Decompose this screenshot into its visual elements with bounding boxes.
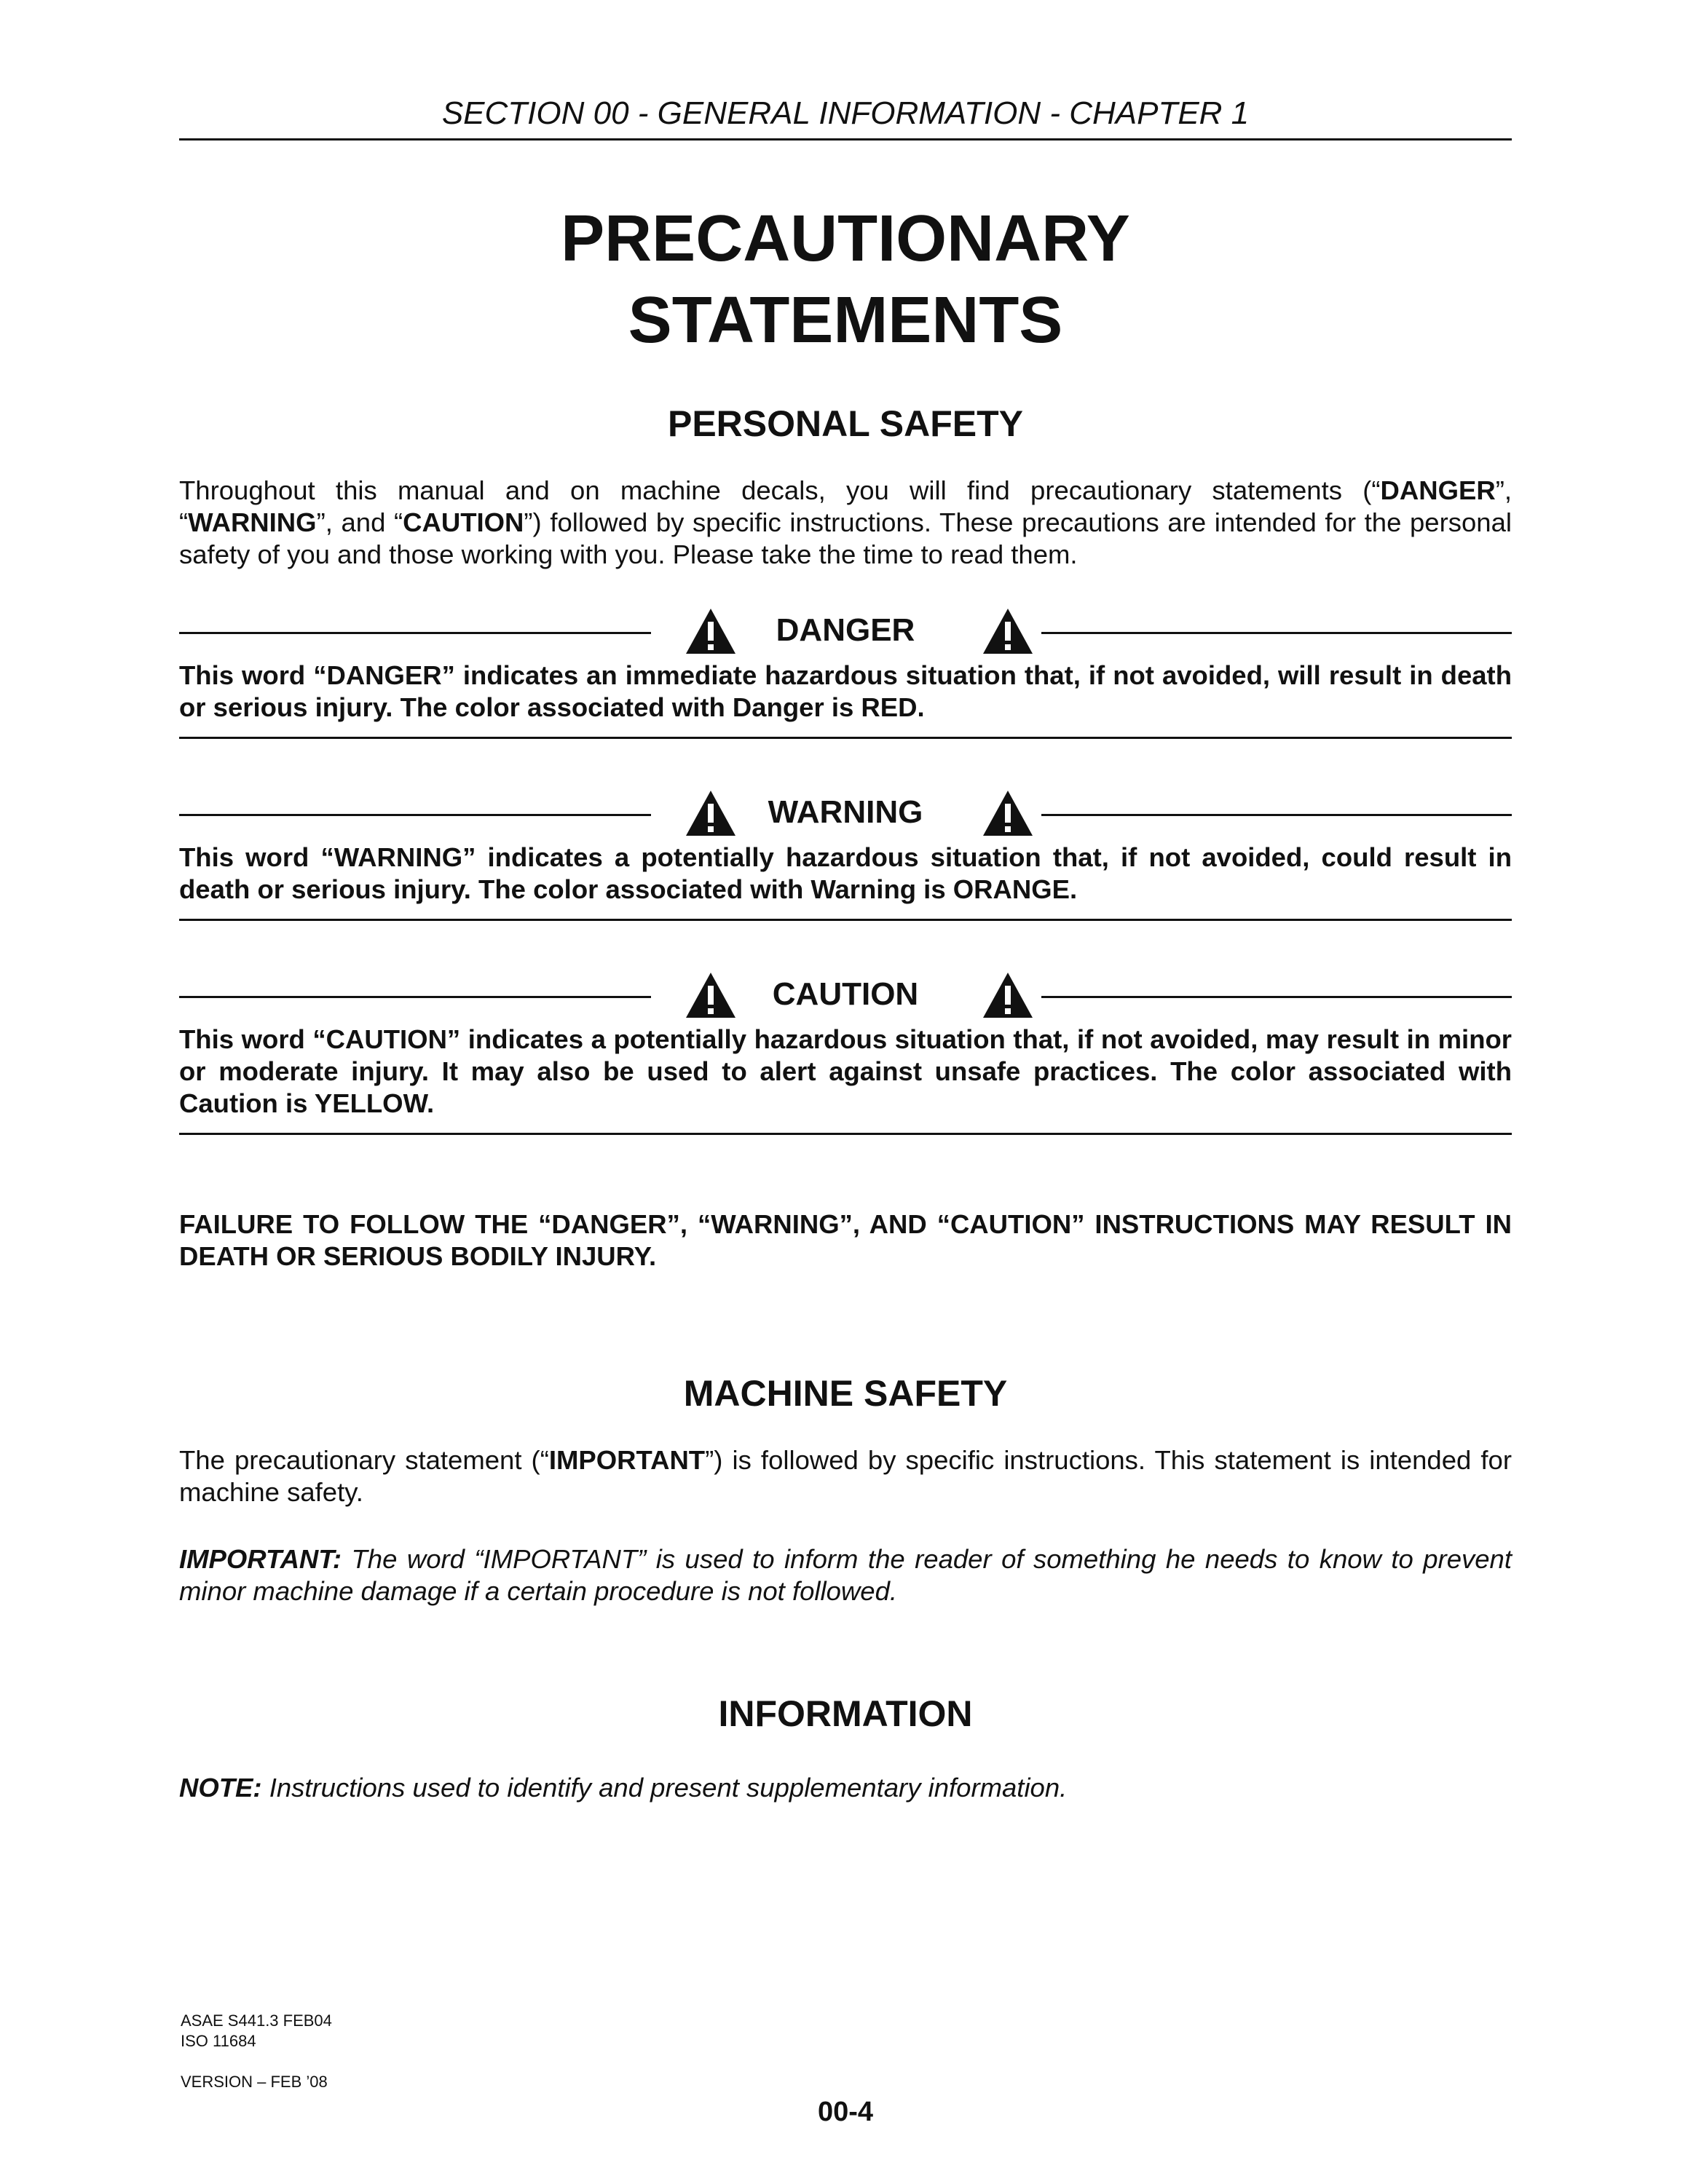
header-rule [179, 138, 1512, 141]
page-number: 00-4 [817, 2097, 874, 2127]
caution-bottom-rule [179, 1133, 1512, 1135]
danger-bottom-rule [179, 737, 1512, 739]
caution-signal-word: CAUTION [772, 976, 919, 1012]
caution-signal-row [179, 971, 1512, 1024]
intro-text-1: Throughout this manual and on machine decals, you will find precautionary statements (“ [179, 475, 1381, 505]
warning-bottom-rule [179, 919, 1512, 921]
warning-signal-word: WARNING [768, 794, 923, 830]
page-title-line-1: PRECAUTIONARY [561, 202, 1130, 275]
page-title-line-2: STATEMENTS [628, 284, 1063, 357]
important-label: IMPORTANT: [179, 1544, 342, 1574]
danger-signal-word: DANGER [776, 612, 915, 648]
personal-safety-heading: PERSONAL SAFETY [667, 403, 1024, 444]
danger-rule-right [1041, 632, 1512, 634]
warning-statement: This word “WARNING” indicates a potentially hazardous situation that, if not avoided, could result in death or serious injury. The color associated with Warning is ORANGE. [179, 842, 1512, 904]
standard-reference-2: ISO 11684 [181, 2032, 256, 2050]
information-heading: INFORMATION [718, 1693, 973, 1734]
warning-triangle-icon [982, 789, 1034, 837]
machine-intro-text-2: ”) is followed by specific instructions. This statement is intended for machine safety. [179, 1445, 1512, 1507]
intro-text-4: ”) followed by specific instructions. These precautions are intended for the personal safety of you and those working with you. Please take the time to read them. [179, 507, 1512, 569]
warning-rule-left [179, 814, 651, 816]
danger-statement: This word “DANGER” indicates an immediate hazardous situation that, if not avoided, will result in death or serious injury. The color associated with Danger is RED. [179, 660, 1512, 722]
machine-safety-heading: MACHINE SAFETY [683, 1373, 1008, 1414]
machine-intro-bold-important: IMPORTANT [548, 1445, 706, 1475]
page-title [179, 198, 1512, 361]
danger-rule-left [179, 632, 651, 634]
standard-reference-1: ASAE S441.3 FEB04 [181, 2011, 332, 2030]
running-header: SECTION 00 - GENERAL INFORMATION - CHAPTER 1 [441, 95, 1250, 131]
intro-bold-danger: DANGER [1380, 475, 1496, 505]
manual-page [179, 0, 1512, 2184]
machine-intro-text-1: The precautionary statement (“ [179, 1445, 549, 1475]
intro-text-3: ”, and “ [316, 507, 403, 537]
note-paragraph [179, 1772, 1512, 1804]
personal-safety-intro [179, 475, 1512, 571]
intro-bold-warning: WARNING [188, 507, 317, 537]
intro-bold-caution: CAUTION [403, 507, 524, 537]
important-paragraph [179, 1543, 1512, 1607]
intro-text-2: ”, “ [179, 475, 1512, 537]
caution-statement: This word “CAUTION” indicates a potentially hazardous situation that, if not avoided, may result in minor or moderate injury. It may also be used to alert against unsafe practices. The color associated with Caution is YELLOW. [179, 1024, 1512, 1118]
note-label: NOTE: [179, 1773, 262, 1803]
warning-signal-row [179, 789, 1512, 842]
version-label: VERSION – FEB ’08 [181, 2073, 328, 2091]
note-text: Instructions used to identify and present supplementary information. [261, 1773, 1068, 1803]
caution-rule-left [179, 996, 651, 998]
caution-rule-right [1041, 996, 1512, 998]
important-text: The word “IMPORTANT” is used to inform the reader of something he needs to know to prevent minor machine damage if a certain procedure is not followed. [179, 1544, 1512, 1606]
failure-notice: FAILURE TO FOLLOW THE “DANGER”, “WARNING”, AND “CAUTION” INSTRUCTIONS MAY RESULT IN DEATH OR SERIOUS BODILY INJURY. [179, 1209, 1512, 1271]
warning-triangle-icon [982, 607, 1034, 655]
warning-triangle-icon [982, 971, 1034, 1019]
machine-safety-intro [179, 1444, 1512, 1508]
warning-rule-right [1041, 814, 1512, 816]
danger-signal-row [179, 607, 1512, 660]
